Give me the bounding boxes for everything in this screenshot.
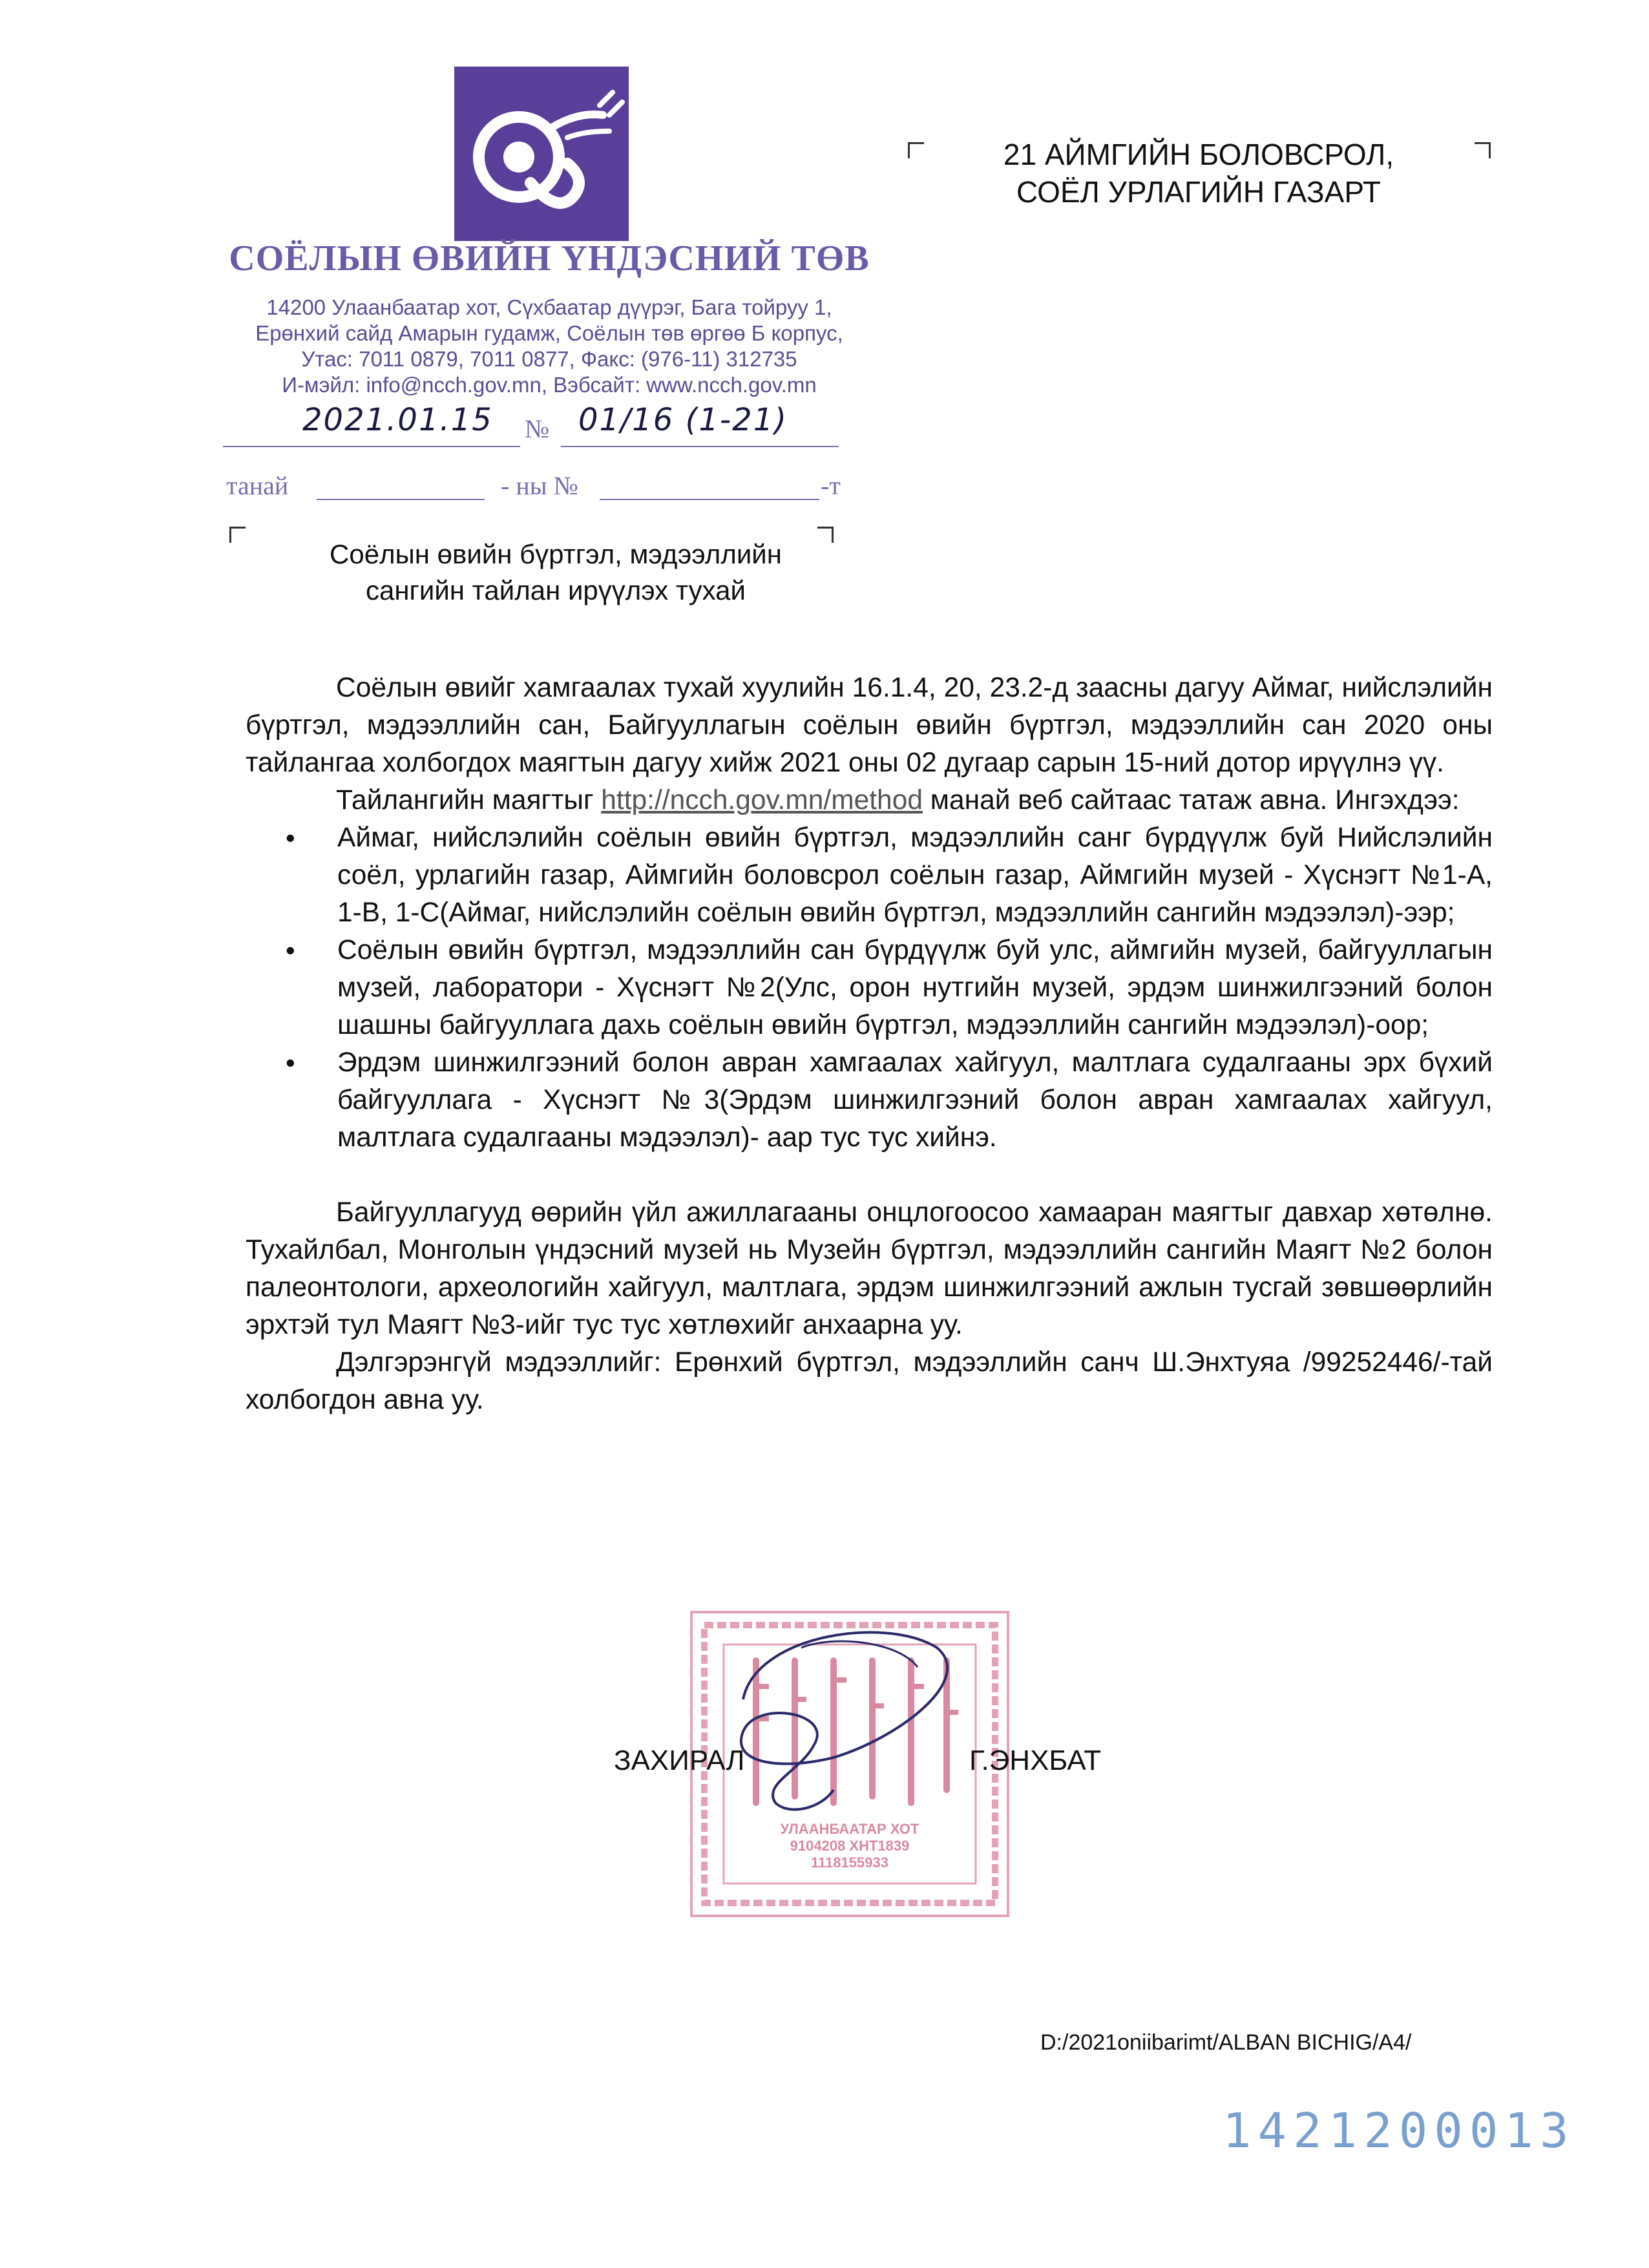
signer-title: ЗАХИРАЛ: [614, 1745, 745, 1776]
your-label: танай: [226, 471, 289, 500]
logo-mark-icon: [454, 67, 629, 241]
org-name: СОЁЛЫН ӨВИЙН ҮНДЭСНИЙ ТӨВ: [229, 238, 870, 278]
org-logo: [454, 67, 629, 241]
paragraph: Соёлын өвийг хамгаалах тухай хуулийн 16.1.4, 20, 23.2-д заасны дагуу Аймаг, нийслэлийн бүртгэл, мэдээллийн сан, Байгууллагын соёлын өвийн бүртгэл, мэдээллийн сан 2020 оны тайлангаа холбогдох маягтын дагуу хийж 2021 оны 02 дугаар сарын 15-ний дотор ирүүлнэ үү.: [246, 673, 1493, 778]
address-line: 14200 Улаанбаатар хот, Сүхбаатар дүүрэг, Бага тойруу 1,: [266, 295, 832, 319]
paragraph-text: Тайлангийн маягтыг: [336, 785, 602, 815]
handwritten-signature: [704, 1609, 963, 1829]
paragraph: Дэлгэрэнгүй мэдээллийг: Ерөнхий бүртгэл, мэдээллийн санч Ш.Энхтуяа /99252446/-тай холбогдон авна уу.: [246, 1347, 1493, 1415]
address-line: Утас: 7011 0879, 7011 0877, Факс: (976-11) 312735: [301, 347, 797, 371]
date-underline: [223, 446, 520, 447]
recipient-line: СОЁЛ УРЛАГИЙН ГАЗАРТ: [1016, 175, 1381, 209]
ny-underline: [600, 499, 819, 500]
method-link[interactable]: http://ncch.gov.mn/method: [601, 785, 923, 815]
file-path: D:/2021oniibarimt/ALBAN BICHIG/A4/: [1040, 2030, 1412, 2055]
org-address: [194, 295, 905, 398]
stamp-line: УЛААНБААТАР ХОТ: [780, 1821, 919, 1837]
address-line: И-мэйл: info@ncch.gov.mn, Вэбсайт: www.ncch.gov.mn: [282, 373, 817, 397]
recipient: [898, 136, 1499, 211]
paragraph: Байгууллагууд өөрийн үйл ажиллагааны онцлогоосоо хамааран маягтыг давхар хөтөлнө. Тухайлбал, Монголын үндэсний музей нь Музейн бүртгэл, мэдээллийн сангийн Маягт №2 болон палеонтологи, археологийн хайгуул, малтлага, эрдэм шинжилгээний ажлын тусгай зөвшөөрлийн эрхтэй тул Маягт №3-ийг тус тус хөтлөхийг анхаарна уу.: [246, 1197, 1493, 1340]
subject-line: сангийн тайлан ирүүлэх тухай: [366, 575, 746, 605]
your-underline: [317, 499, 485, 500]
signature-icon: [704, 1609, 963, 1829]
paragraph-text: манай веб сайтаас татаж авна. Ингэхдээ:: [922, 785, 1460, 815]
list-item: • Соёлын өвийн бүртгэл, мэдээллийн сан бүрдүүлж буй улс, аймгийн музей, байгууллагын музей, лаборатори - Хүснэгт №2(Улс, орон нутгийн музей, эрдэм шинжилгээний болон шашны байгууллага дахь соёлын өвийн бүртгэл, мэдээллийн сангийн мэдээлэл)-оор;: [337, 932, 1493, 1044]
list-item: • Эрдэм шинжилгээний болон авран хамгаалах хайгуул, малтлага судалгааны эрх бүхий байгууллага - Хүснэгт №3(Эрдэм шинжилгээний болон авран хамгаалах хайгуул, малтлага судалгааны мэдээлэл)- аар тус тус хийнэ.: [337, 1044, 1493, 1157]
stamp-line: 1118155933: [811, 1854, 888, 1871]
ny-label: - ны №: [501, 471, 578, 500]
subject-line: Соёлын өвийн бүртгэл, мэдээллийн: [330, 539, 782, 569]
signer-name: Г.ЭНХБАТ: [969, 1745, 1102, 1776]
bullet-list: [246, 819, 1493, 1157]
recipient-line: 21 АЙМГИЙН БОЛОВСРОЛ,: [1003, 138, 1394, 171]
letter-number: 01/16 (1-21): [578, 402, 788, 438]
address-line: Ерөнхий сайд Амарын гудамж, Соёлын төв өргөө Б корпус,: [255, 321, 843, 345]
letter-subject: [233, 536, 879, 609]
t-label: -т: [821, 471, 841, 500]
letter-date: 2021.01.15: [302, 402, 493, 438]
registration-number: 1421200013: [1223, 2103, 1575, 2159]
stamp-line: 9104208 ХНТ1839: [790, 1838, 910, 1854]
paragraph: [246, 782, 1493, 819]
spacer: [246, 1157, 1493, 1194]
number-label: №: [525, 414, 550, 443]
number-underline: [561, 446, 839, 447]
list-item: • Аймаг, нийслэлийн соёлын өвийн бүртгэл, мэдээллийн санг бүрдүүлж буй Нийслэлийн соёл, урлагийн газар, Аймгийн боловсрол соёлын газар, Аймгийн музей - Хүснэгт №1-А, 1-В, 1-С(Аймаг, нийслэлийн соёлын өвийн бүртгэл, мэдээллийн сангийн мэдээлэл)-ээр;: [337, 819, 1493, 932]
letter-body: [246, 669, 1493, 1419]
